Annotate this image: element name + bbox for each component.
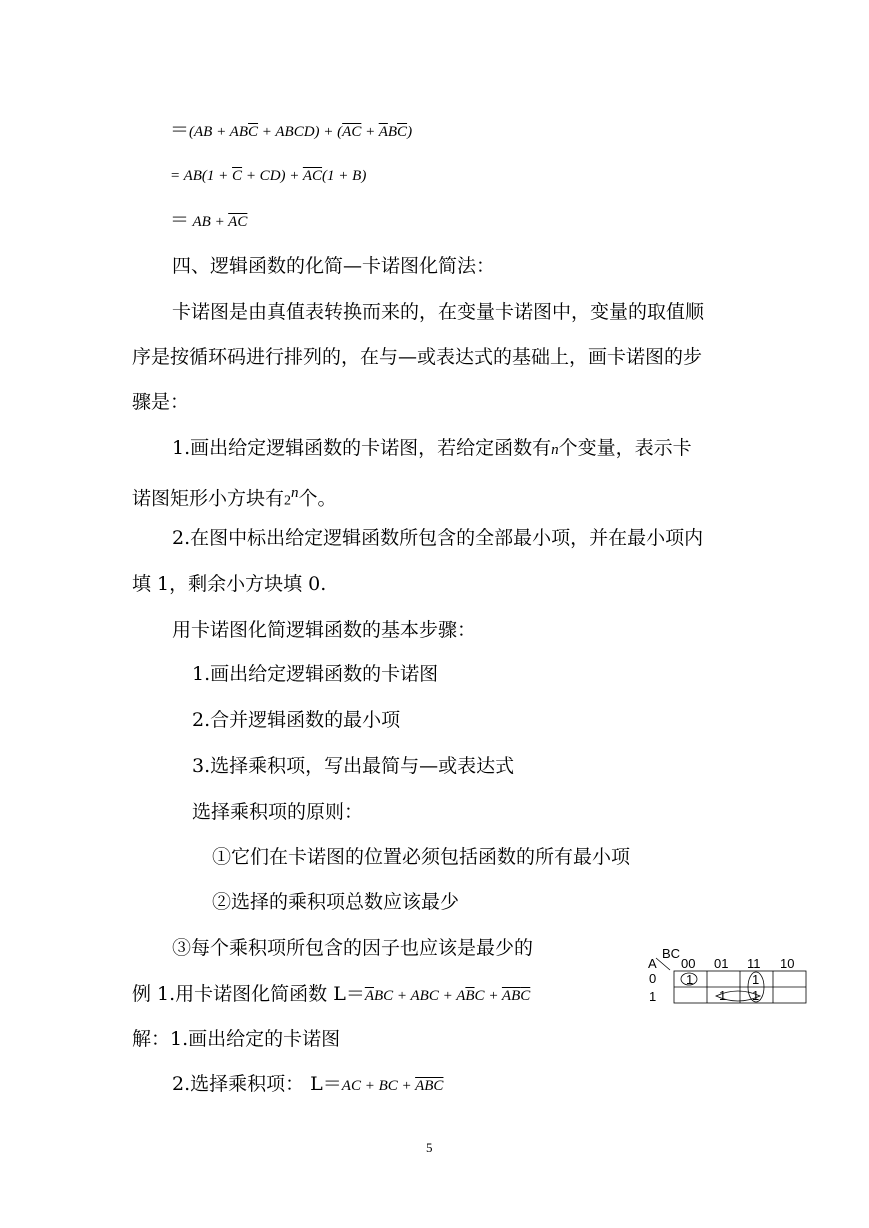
solution-step-2: 2.选择乘积项： L＝AC + BC + $\overline{ABC}$ bbox=[172, 1073, 444, 1095]
kmap-col-var: BC bbox=[662, 946, 681, 961]
kmap-grid bbox=[674, 971, 806, 1003]
section-heading: 四、逻辑函数的化简—卡诺图化简法： bbox=[172, 255, 496, 277]
kmap-col-label: 00 bbox=[681, 956, 696, 971]
basic-step-1: 1.画出给定逻辑函数的卡诺图 bbox=[192, 663, 439, 685]
step-1-line-1: 1.画出给定逻辑函数的卡诺图，若给定函数有n个变量，表示卡 bbox=[172, 437, 692, 459]
karnaugh-map bbox=[646, 946, 816, 1008]
basic-step-3: 3.选择乘积项，写出最简与—或表达式 bbox=[192, 755, 515, 777]
paragraph-line: 骤是： bbox=[132, 391, 190, 413]
kmap-row-label: 0 bbox=[649, 971, 657, 986]
kmap-row-label: 1 bbox=[649, 989, 657, 1004]
kmap-col-label: 11 bbox=[747, 956, 761, 971]
kmap-cell: 1 bbox=[686, 972, 694, 987]
kmap-cell: 1 bbox=[752, 988, 760, 1003]
kmap-col-label: 01 bbox=[714, 956, 729, 971]
step-2-line-2: 填 1，剩余小方块填 0. bbox=[132, 573, 327, 595]
kmap-row-var: A bbox=[648, 956, 657, 971]
principle-title: 选择乘积项的原则： bbox=[192, 801, 364, 823]
kmap-cell: 1 bbox=[752, 972, 760, 987]
principle-1: ①它们在卡诺图的位置必须包括函数的所有最小项 bbox=[212, 846, 631, 868]
basic-step-2: 2.合并逻辑函数的最小项 bbox=[192, 709, 401, 731]
paragraph-line: 卡诺图是由真值表转换而来的，在变量卡诺图中，变量的取值顺 bbox=[172, 301, 705, 323]
formula-line-1: $=(AB + AB\overline{C}$ + ABCD) + $(\overline{AC} + \overline{A}B\overline{C})$ bbox=[170, 119, 413, 141]
principle-3: ③每个乘积项所包含的因子也应该是最少的 bbox=[172, 937, 534, 959]
paragraph-line: 序是按循环码进行排列的，在与—或表达式的基础上，画卡诺图的步 bbox=[132, 346, 703, 368]
kmap-col-label: 10 bbox=[780, 956, 795, 971]
formula-line-2: = $AB(1 + \overline{C} + CD) + \overline{AC}(1 + B)$ bbox=[170, 168, 367, 184]
equals-sign: ＝ bbox=[170, 119, 190, 141]
step-2-line-1: 2.在图中标出给定逻辑函数所包含的全部最小项，并在最小项内 bbox=[172, 527, 704, 549]
formula-line-3: ＝ AB + $\overline{AC}$ bbox=[170, 209, 248, 231]
step-1-line-2: 诺图矩形小方块有2$^n$个。 bbox=[132, 485, 337, 510]
example-1: 例 1.用卡诺图化简函数 $L=\overline{A}BC$ + ABC + $A\overline{B}C + \overline{AB}\overline{C}$ bbox=[132, 983, 531, 1005]
basic-steps-title: 用卡诺图化简逻辑函数的基本步骤： bbox=[172, 619, 477, 641]
kmap-cell: 1 bbox=[719, 988, 727, 1003]
page-number: 5 bbox=[426, 1140, 433, 1155]
solution-step-1: 解：1.画出给定的卡诺图 bbox=[132, 1028, 341, 1050]
principle-2: ②选择的乘积项总数应该最少 bbox=[212, 891, 460, 913]
